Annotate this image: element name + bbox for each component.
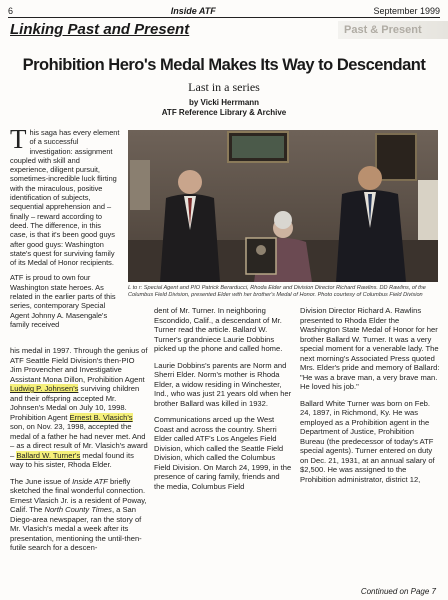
header-rule bbox=[8, 17, 440, 18]
col2-paragraph-2: Laurie Dobbins's parents are Norm and Sherri Elder. Norm's mother is Rhoda Elder, a widow residing in Winchester, Ind., who was just 21 years old when her brother Ballard was killed in 1932. bbox=[154, 360, 292, 408]
photo-caption: L to r: Special Agent and PIO Patrick Berarducci, Rhoda Elder and Division Director Richard Rawlins. DD Rawlins, of the Columbus Field Division, presented Elder with her brother's Medal of Honor. Photo courtesy of Columbus Field Division bbox=[128, 285, 426, 298]
page-header bbox=[8, 4, 440, 16]
intro-paragraph-2: ATF is proud to own four Washington state heroes. As related in the earlier parts of this series, contemporary Special Agent Johnny A. Masengale's family received bbox=[10, 273, 116, 329]
drop-cap: T bbox=[10, 124, 27, 154]
page-number: 6 bbox=[8, 6, 14, 16]
article-column-2 bbox=[154, 306, 292, 498]
publication-name: Inside ATF bbox=[170, 6, 216, 16]
continued-note: Continued on Page 7 bbox=[360, 587, 436, 596]
article-column-1 bbox=[10, 346, 148, 560]
section-kicker: Linking Past and Present bbox=[10, 21, 190, 38]
group-photo bbox=[128, 130, 438, 282]
byline bbox=[0, 98, 448, 118]
byline-author: by Vicki Herrmann bbox=[188, 98, 260, 107]
col3-paragraph-2: Ballard White Turner was born on Feb. 24, 1897, in Richmond, Ky. He was employed as a Prohibition agent in the Department of Justice, Prohibition Bureau (the predecessor of today's ATF special agents). Turner entered on duty on Dec. 21, 1931, at an annual salary of $2,500. He was assigned to the Prohibition administrator, district 12, bbox=[300, 398, 435, 484]
col2-paragraph-1: dent of Mr. Turner. In neighboring Escondido, Calif., a descendant of Mr. Turner read the article. Ballard W. Turner's grandniece Laurie Dobbins picked up the phone and called home. bbox=[154, 306, 283, 353]
highlight-vlasich: Ernest B. Vlasich's bbox=[69, 412, 133, 422]
col1-paragraph-1: his medal in 1997. Through the genius of ATF Seattle Field Division's then-PIO Jim Provencher and Investigative Assistant Mona Dillon, Prohibition Agent Ludwig P. Johnsen's surviving children and their offspring accepted Mr. Johnsen's Medal on July 10, 1998. Prohibition Agent Ernest B. Vlasich's son, on Nov. 23, 1998, accepted the medal of a father he had never met. And – as a direct result of Mr. Vlasich's award – Ballard W. Turner's medal found its way to his sister, Rhoda Elder. bbox=[10, 346, 148, 469]
bleed-through-text: Past & Present bbox=[338, 21, 448, 39]
intro-column bbox=[10, 124, 120, 335]
article-column-3 bbox=[300, 306, 440, 491]
col2-paragraph-3: Communications arced up the West Coast and across the country. Sherri Elder called ATF's Los Angeles Field Division, which called the Seattle Field Division, which called the Columbus Field Division. On March 24, 1999, in the presence of caring family, friends and the media, Columbus Field bbox=[154, 415, 292, 491]
byline-affiliation: ATF Reference Library & Archive bbox=[161, 108, 287, 117]
headline: Prohibition Hero's Medal Makes Its Way to Descendant bbox=[22, 56, 426, 74]
col1-paragraph-2: The June issue of Inside ATF briefly sketched the final wonderful connection. Ernest Vlasich Jr. is a resident of Poway, Calif. The North County Times, a San Diego-area newspaper, ran the story of Mr. Vlasich's medal a week after its presentation, mentioning the until-then-futile search for a descen- bbox=[10, 476, 147, 552]
photo-illustration bbox=[128, 130, 438, 282]
series-line: Last in a series bbox=[188, 80, 260, 94]
highlight-johnsen: Ludwig P. Johnsen's bbox=[10, 384, 79, 393]
issue-date: September 1999 bbox=[373, 6, 440, 16]
col3-paragraph-1: Division Director Richard A. Rawlins presented to Rhoda Elder the Washington State Medal of Honor for her brother Ballard W. Turner. It was a very special moment for a venerable lady. The next morning's Associated Press quoted Mrs. Elder's pride and memory of Ballard: "He was a brave man, a very brave man. He loved his job." bbox=[300, 306, 440, 391]
highlight-turner: Ballard W. Turner's bbox=[16, 450, 81, 460]
intro-paragraph-1: his saga has every element of a successful investigation: assignment coupled with skill and experience, diligent pursuit, sometimes-incredible luck flirting with the miraculous, positive identification of subjects, sequential apprehension and – finally – reward according to deed. The difference, in this case, is that it's been good guys after good guys: Washington state's quest for surviving family of its Medal of Honor recipients. bbox=[10, 128, 120, 268]
